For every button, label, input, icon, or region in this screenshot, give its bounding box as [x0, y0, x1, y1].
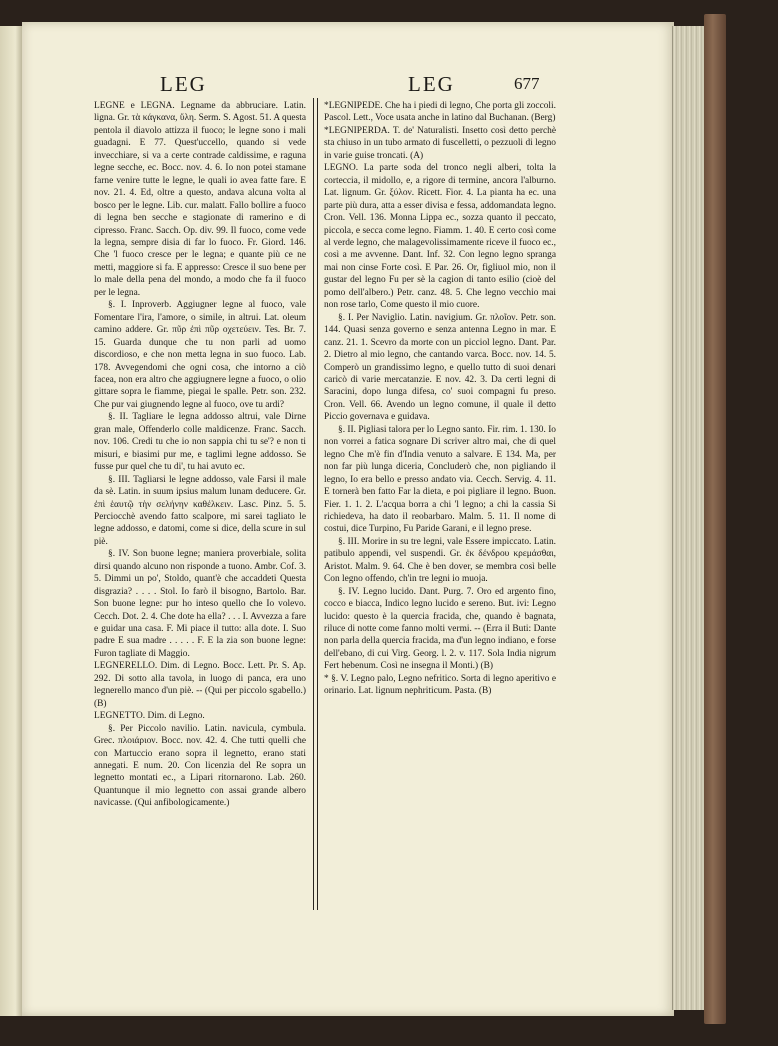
- entry-legne-s4: §. IV. Son buone legne; maniera proverbiale, solita dirsi quando alcuno non risponde a tuono. Ambr. Cof. 3. 5. Dimmi un po', Stoldo, quant'è che accaddeti Questa disgrazia? . . . . Stol. Io farò il bisogno, Bartolo. Bar. Son buone legne: pur ho inteso quello che Io volevo. Cecch. Dot. 2. 4. Che dote ha ella? . . . I. Avvezza a fare e guidar una casa. F. Mi piace il tutto: alla dote. I. Suo padre E sua madre . . . . . F. E la zia son buone legne: Furon tagliate di Maggio.: [94, 549, 306, 659]
- right-column: [324, 100, 556, 698]
- entry-legne: LEGNE e LEGNA. Legname da abbruciare. Latin. ligna. Gr. τὰ κάγκανα, ὕλη. Serm. S. Agost. 51. A questa pentola il diavolo attizza il fuoco; le legne sono i mali guadagni. E 77. Quest'uccello, quando si vede invecchiare, si va a certe contrade caldissime, e raguna legne secche, ec. Bocc. nov. 4. 6. Io non potei stamane farne venire tutte le legne, le quali io avea fatte fare. E nov. 21. 4. Ed, oltre a questo, andava alcuna volta al bosco per le legne. Lib. cur. malatt. Fallo bollire a fuoco di legna ben secche e stagionate di ramerino e di cipresso. Franc. Sacch. Op. div. 99. Il fuoco, come vede la legna, sempre disia di far lo fuoco. Fr. Giord. 146. Che 'l fuoco cresce per le legna; e quante più ce ne metti, maggiore si fa. E appresso: Cresce il suo bene per lo male della pena del mondo, a modo che fa il fuoco per le legna.: [94, 101, 306, 298]
- entry-legno-s2: §. II. Pigliasi talora per lo Legno santo. Fir. rim. 1. 130. Io non vorrei a fatica sognare Di scriver altro mai, che di quel legno Che m'è fin d'India venuto a salvare. E 134. Ma, per non far più lunga diceria, Concluderò che, non pigliando il legno, Io era bello e presso andato via. Cecch. Servig. 4. 11. E tornerà ben fatto Far la dieta, e poi pigliare il legno. Buon. Fier. 1. 1. 2. L'acqua borra a chi 'l legno; a chi la cassia Si richiedeva, ha dato il reobarbaro. Malm. 5. 11. Il nome di costui, dice Turpino, Fu Paride Garani, e il legno prese.: [324, 424, 556, 535]
- entry-legno: LEGNO. La parte soda del tronco negli alberi, tolta la corteccia, il midollo, e, a rigore di termine, ancora l'alburno. Lat. lignum. Gr. ξύλον. Ricett. Fior. 4. La pianta ha ec. una parte più dura, atta a esser divisa e fessa, addomandata legno. Cron. Vell. 136. Monna Lippa ec., sozza quanto il peccato, piccola, e secca come legno. Fiamm. 1. 40. E certo così come al verde legno, che malagevolissimamente riceve il fuoco ec., così a me avvenne. Dant. Inf. 32. Con legno legno spranga mai non cinse Forte così. E Par. 26. Or, figliuol mio, non il gustar del legno Fu per sè la cagion di tanto esilio (cioè del pomo dell'albero.) Petr. canz. 48. 5. Che legno vecchio mai non rose tarlo, Come questo il mio cuore.: [324, 163, 556, 311]
- running-head-right: LEG: [408, 72, 455, 96]
- facing-page-edge: [0, 26, 23, 1016]
- left-column: [94, 100, 306, 810]
- column-divider: [313, 98, 318, 910]
- entry-legno-s1: §. I. Per Naviglio. Latin. navigium. Gr. πλοῖον. Petr. son. 144. Quasi senza governo e senza antenna Legno in mar. E canz. 21. 1. Scevro da morte con un picciol legno. Dant. Par. 2. Dietro al mio legno, che cantando varca. Bocc. nov. 14. 5. Comperò un grandissimo legno, e quello tutto di suoi denari caricò di varie mercatanzie. E nov. 42. 3. Da certi legni di Saracini, dopo lunga difesa, co' suoi compagni fu preso. Cron. Vell. 66. Avendo un legno comune, il quale il detto Piccio governava e guidava.: [324, 312, 556, 423]
- entry-legno-s3: §. III. Morire in su tre legni, vale Essere impiccato. Latin. patibulo appendi, vel suspendi. Gr. ἐκ δένδρου κρεμάσθαι, Aristot. Malm. 9. 64. Che è ben dover, se membra così belle Con legno offendo, ch'in tre legni io muoja.: [324, 536, 556, 585]
- entry-legnetto: LEGNETTO. Dim. di Legno.: [94, 711, 205, 722]
- entry-legno-s4: §. IV. Legno lucido. Dant. Purg. 7. Oro ed argento fino, cocco e biacca, Indico legno lucido e sereno. But. ivi: Legno lucido: questo è la quercia fracida, che, quando è bagnata, riluce di notte come fanno molti vermi. -- (Erra il Buti: Dante non parla della quercia fracida, ma d'un legno indiano, e forse dell'ebano, di cui Virg. Georg. l. 2. v. 117. Sola India nigrum Fert hebenum. Così ne insegna il Monti.) (B): [324, 586, 556, 672]
- entry-legnipede: *LEGNIPEDE. Che ha i piedi di legno, Che porta gli zoccoli. Pascol. Lett., Voce usata anche in latino dal Buchanan. (Berg): [324, 101, 556, 124]
- entry-legno-s5: * §. V. Legno palo, Legno nefritico. Sorta di legno aperitivo e orinario. Lat. lignum nephriticum. Pasta. (B): [324, 673, 556, 697]
- running-head-left: LEG: [160, 72, 207, 96]
- entry-legnerello: LEGNERELLO. Dim. di Legno. Bocc. Lett. Pr. S. Ap. 292. Di sotto alla tavola, in luogo di panca, era uno legnerello manco d'un piè. -- (Qui per piccolo sgabello.) (B): [94, 661, 306, 709]
- entry-legne-s1: §. I. Inproverb. Aggiugner legne al fuoco, vale Fomentare l'ira, l'amore, o simile, in altrui. Lat. oleum camino addere. Gr. πῦρ ἐπὶ πῦρ οχετεύειν. Tes. Br. 7. 15. Guarda dunque che tu non parli ad uomo discordioso, e che non metta legna in suo fuoco. Lab. 178. Avvegendomi che ogni cosa, che intorno a ciò facea, non era altro che aggiugnere legne a fuoco, o olio gittare sopra le fiamme, piegai le spalle. Petr. son. 232. Che pur vai giugnendo legne al fuoco, ove tu ardi?: [94, 300, 306, 410]
- book-cover: [704, 14, 726, 1024]
- entry-legne-s3: §. III. Tagliarsi le legne addosso, vale Farsi il male da sè. Latin. in suum ipsius malum lunam deducere. Gr. ἐπὶ ἑαυτῷ τὴν σελήνην καθέλκειν. Lasc. Pinz. 5. 5. Perciocchè avendo fatto scalpore, mi sarei tagliato le legne addosso, e datomi, come si dice, della scure in sul piè.: [94, 474, 306, 547]
- page-number: 677: [514, 74, 540, 93]
- entry-legnetto-s1: §. Per Piccolo navilio. Latin. navicula, cymbula. Grec. πλοιάριον. Bocc. nov. 42. 4. Che tutti quelli che con Martuccio erano sopra il legnetto, erano stati annegati. E num. 20. Con licenzia del Re sopra un legnetto montati ec., a Lipari ritornarono. Lab. 260. Quantunque il mio legnetto con assai grande albero navicasse. (Qui anfibologicamente.): [94, 723, 306, 809]
- page-block-edge: [672, 26, 705, 1010]
- entry-legne-s2: §. II. Tagliare le legna addosso altrui, vale Dirne gran male, Offenderlo colle maldicenze. Franc. Sacch. nov. 106. Credi tu che io non sappia chi tu se'? e non ti misuri, e biasimi pur me, e taglimi legne addosso. Se fusse pur quel che tu di', tu hai avuto ec.: [94, 412, 306, 473]
- entry-legniperda: *LEGNIPERDA. T. de' Naturalisti. Insetto così detto perchè sta chiuso in un tubo armato di fuscelletti, o pezzuoli di legno in varie guise troncati. (A): [324, 125, 556, 161]
